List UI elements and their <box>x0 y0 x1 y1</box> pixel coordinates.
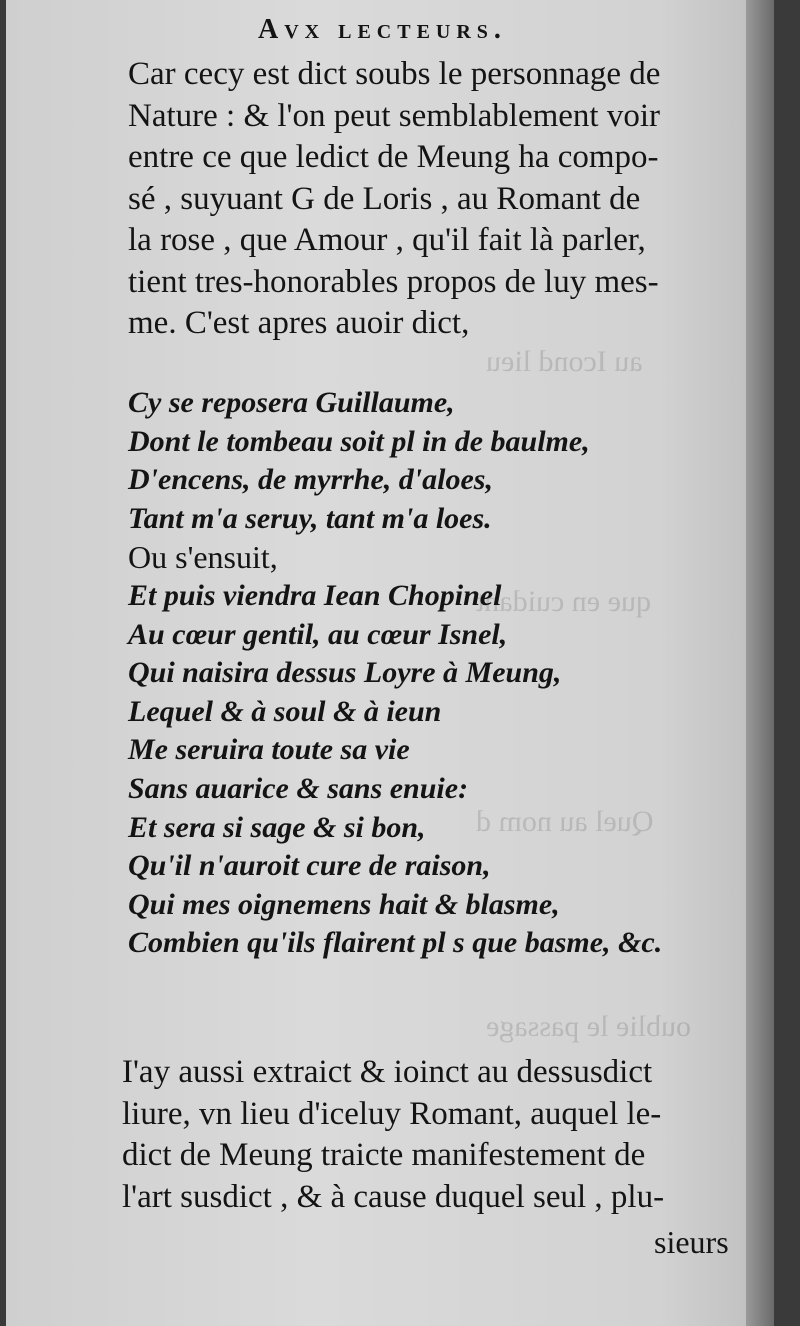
verse-line: Ou s'ensuit, <box>128 539 278 576</box>
paragraph-1 <box>128 54 660 345</box>
verse-line: Tant m'a seruy, tant m'a loes. <box>128 501 492 535</box>
verse-line: Au cœur gentil, au cœur Isnel, <box>128 617 508 651</box>
verse-line: Qui mes oignemens hait & blasme, <box>128 887 560 921</box>
verse-line: Qu'il n'auroit cure de raison, <box>128 849 491 883</box>
text-line: Car cecy est dict soubs le personnage de <box>128 56 661 92</box>
catchword: sieurs <box>654 1224 729 1260</box>
verse-line: D'encens, de myrrhe, d'aloes, <box>128 463 493 497</box>
verse-quotation <box>128 384 662 963</box>
show-through-text: Quel au nom d <box>476 805 654 838</box>
verse-line: Lequel & à soul & à ieun <box>128 694 442 728</box>
text-line: la rose , que Amour , qu'il fait là parler, <box>128 222 646 258</box>
verse-line: Qui naisira dessus Loyre à Meung, <box>128 656 562 690</box>
verse-line: Cy se reposera Guillaume, <box>128 386 455 419</box>
page-edge-shadow <box>746 0 774 1326</box>
text-line: tient tres-honorables propos de luy mes- <box>128 263 659 300</box>
verse-line: Combien qu'ils flairent pl s que basme, &c. <box>128 926 663 960</box>
verse-line: Et puis viendra Iean Chopinel <box>128 578 502 612</box>
show-through-text: au Icond lieu <box>486 345 643 378</box>
book-page <box>6 0 774 1326</box>
text-line: Nature : & l'on peut semblablement voir <box>128 97 660 134</box>
running-head: Avx lecteurs. <box>258 14 507 45</box>
text-line: dict de Meung traicte manifestement de <box>122 1137 646 1173</box>
show-through-text: oublie le passage <box>486 1010 691 1043</box>
text-line: l'art susdict , & à cause duquel seul , plu- <box>122 1178 665 1215</box>
text-line: me. C'est apres auoir dict, <box>128 305 470 341</box>
show-through-text: que en cuidant <box>476 585 651 618</box>
verse-line: Dont le tombeau soit pl in de baulme, <box>128 424 590 458</box>
text-line: entre ce que ledict de Meung ha compo- <box>128 139 659 175</box>
verse-line: Me seruira toute sa vie <box>128 733 410 767</box>
paragraph-2 <box>122 1052 664 1218</box>
text-line: liure, vn lieu d'iceluy Romant, auquel le- <box>122 1095 662 1132</box>
text-line: sé , suyuant G de Loris , au Romant de <box>128 180 641 217</box>
verse-line: Sans auarice & sans enuie: <box>128 771 469 805</box>
text-line: I'ay aussi extraict & ioinct au dessusdict <box>122 1054 653 1090</box>
verse-line: Et sera si sage & si bon, <box>128 810 426 844</box>
